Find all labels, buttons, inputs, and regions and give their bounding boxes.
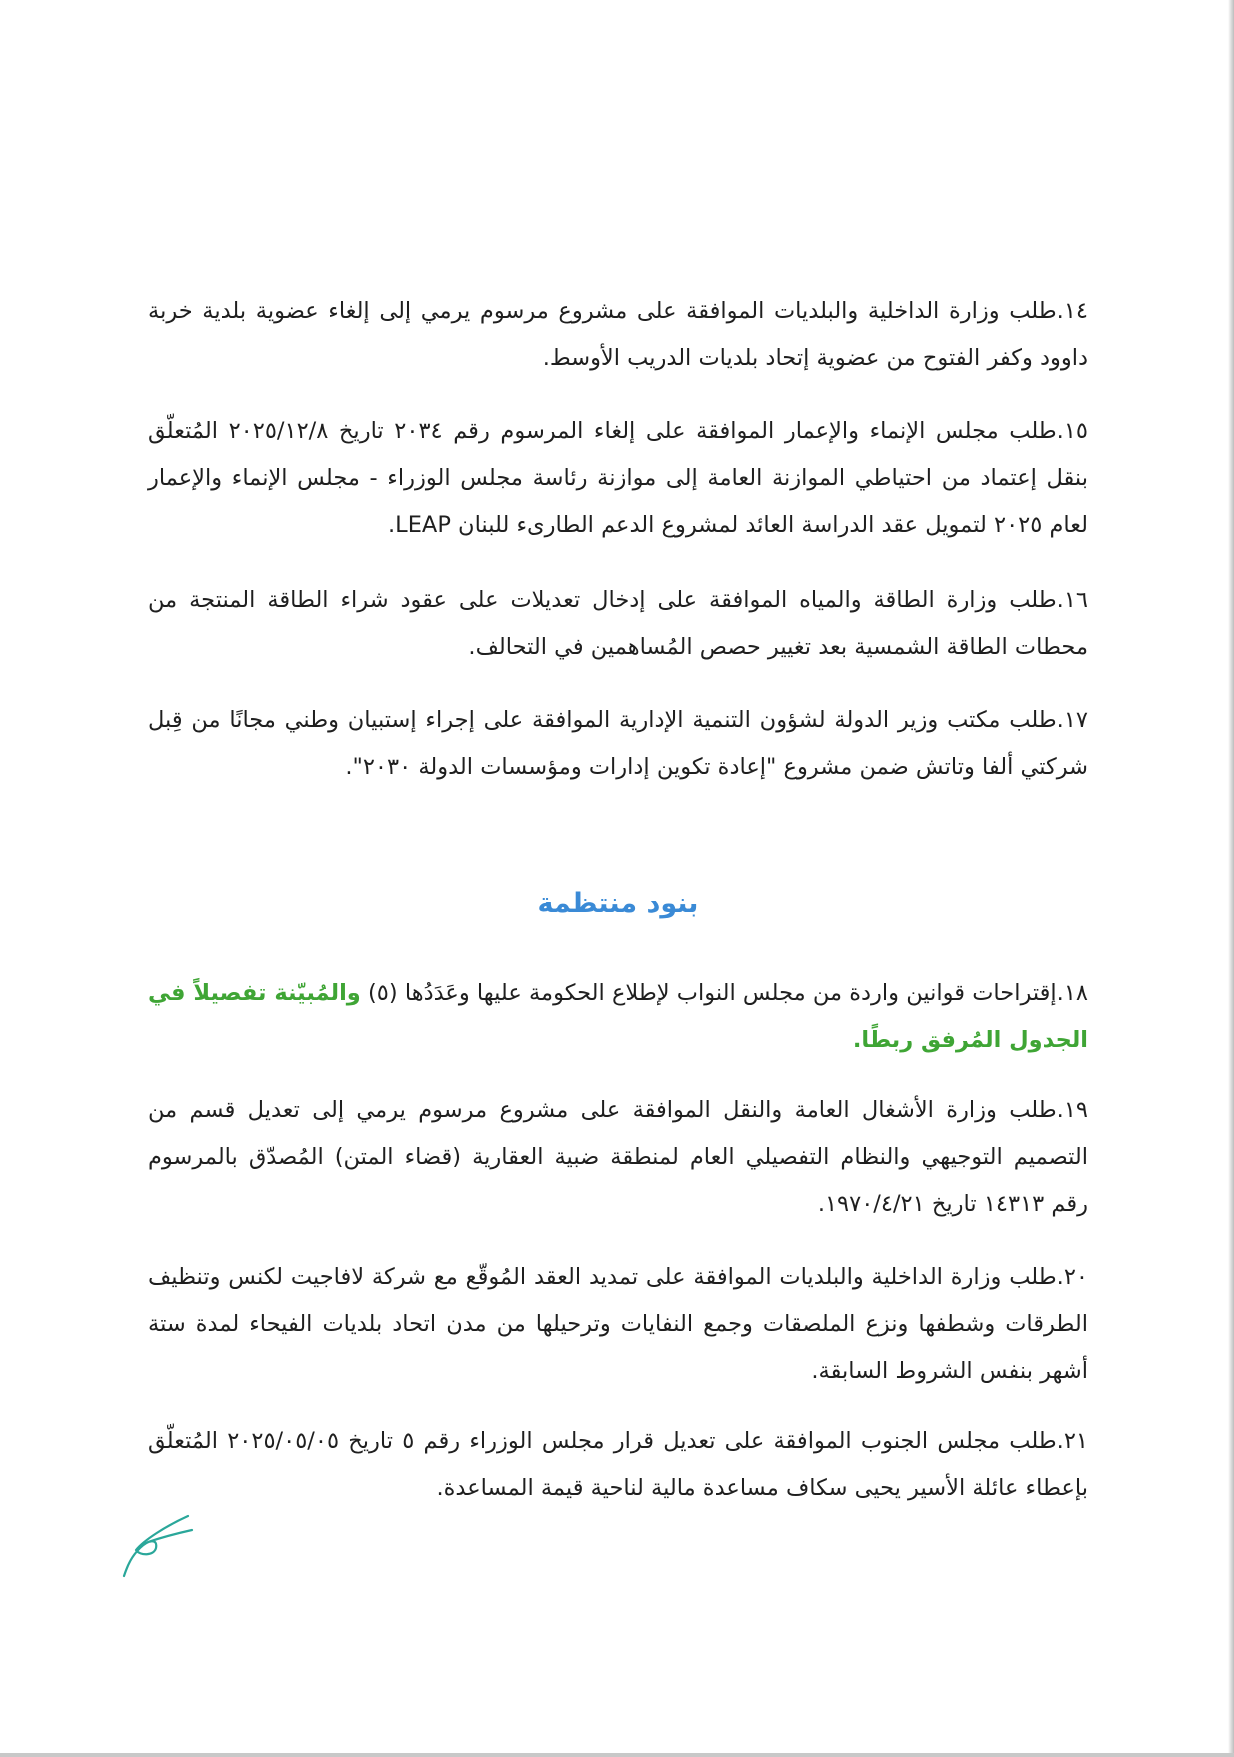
list-item-17: ١٧.طلب مكتب وزير الدولة لشؤون التنمية الإدارية الموافقة على إجراء إستبيان وطني مجانًا من قِبل شركتي ألفا وتاتش ضمن مشروع "إعادة تكوين إدارات ومؤسسات الدولة ٢٠٣٠". — [148, 707, 1088, 780]
list-item-16: ١٦.طلب وزارة الطاقة والمياه الموافقة على إدخال تعديلات على عقود شراء الطاقة المنتجة من محطات الطاقة الشمسية بعد تغيير حصص المُساهمين في التحالف. — [148, 587, 1088, 660]
list-item-18-highlight: والمُبيّنة تفصيلاً في الجدول المُرفق ربطًا. — [148, 980, 1088, 1053]
scan-edge-bottom — [0, 1753, 1234, 1757]
list-item-14: ١٤.طلب وزارة الداخلية والبلديات الموافقة على مشروع مرسوم يرمي إلى إلغاء عضوية بلدية خربة داوود وكفر الفتوح من عضوية إتحاد بلديات الدريب الأوسط. — [148, 298, 1088, 371]
section-heading: بنود منتظمة — [537, 888, 699, 919]
list-item-21: ٢١.طلب مجلس الجنوب الموافقة على تعديل قرار مجلس الوزراء رقم ٥ تاريخ ٢٠٢٥/٠٥/٠٥ المُتعلّق بإعطاء عائلة الأسير يحيى سكاف مساعدة مالية لناحية قيمة المساعدة. — [148, 1428, 1089, 1501]
list-item-19: ١٩.طلب وزارة الأشغال العامة والنقل الموافقة على مشروع مرسوم يرمي إلى تعديل قسم من التصميم التوجيهي والنظام التفصيلي العام لمنطقة ضبية العقارية (قضاء المتن) المُصدّق بالمرسوم رقم ١٤٣١٣ تاريخ ١٩٧٠/٤/٢١. — [148, 1097, 1088, 1217]
handwritten-signature — [118, 1512, 198, 1584]
list-item-18-text: ١٨.إقتراحات قوانين واردة من مجلس النواب لإطلاع الحكومة عليها وعَدَدُها (٥) — [360, 980, 1088, 1006]
list-item-15: ١٥.طلب مجلس الإنماء والإعمار الموافقة على إلغاء المرسوم رقم ٢٠٣٤ تاريخ ٢٠٢٥/١٢/٨ المُتعلّق بنقل إعتماد من احتياطي الموازنة العامة إلى موازنة رئاسة مجلس الوزراء - مجلس الإنماء والإعمار لعام ٢٠٢٥ لتمويل عقد الدراسة العائد لمشروع الدعم الطارىء للبنان LEAP. — [148, 418, 1089, 538]
scan-edge — [1228, 0, 1234, 1757]
list-item-18 — [148, 970, 1088, 1064]
list-item-20: ٢٠.طلب وزارة الداخلية والبلديات الموافقة على تمديد العقد المُوقّع مع شركة لافاجيت لكنس وتنظيف الطرقات وشطفها ونزع الملصقات وجمع النفايات وترحيلها من مدن اتحاد بلديات الفيحاء لمدة ستة أشهر بنفس الشروط السابقة. — [148, 1264, 1088, 1384]
